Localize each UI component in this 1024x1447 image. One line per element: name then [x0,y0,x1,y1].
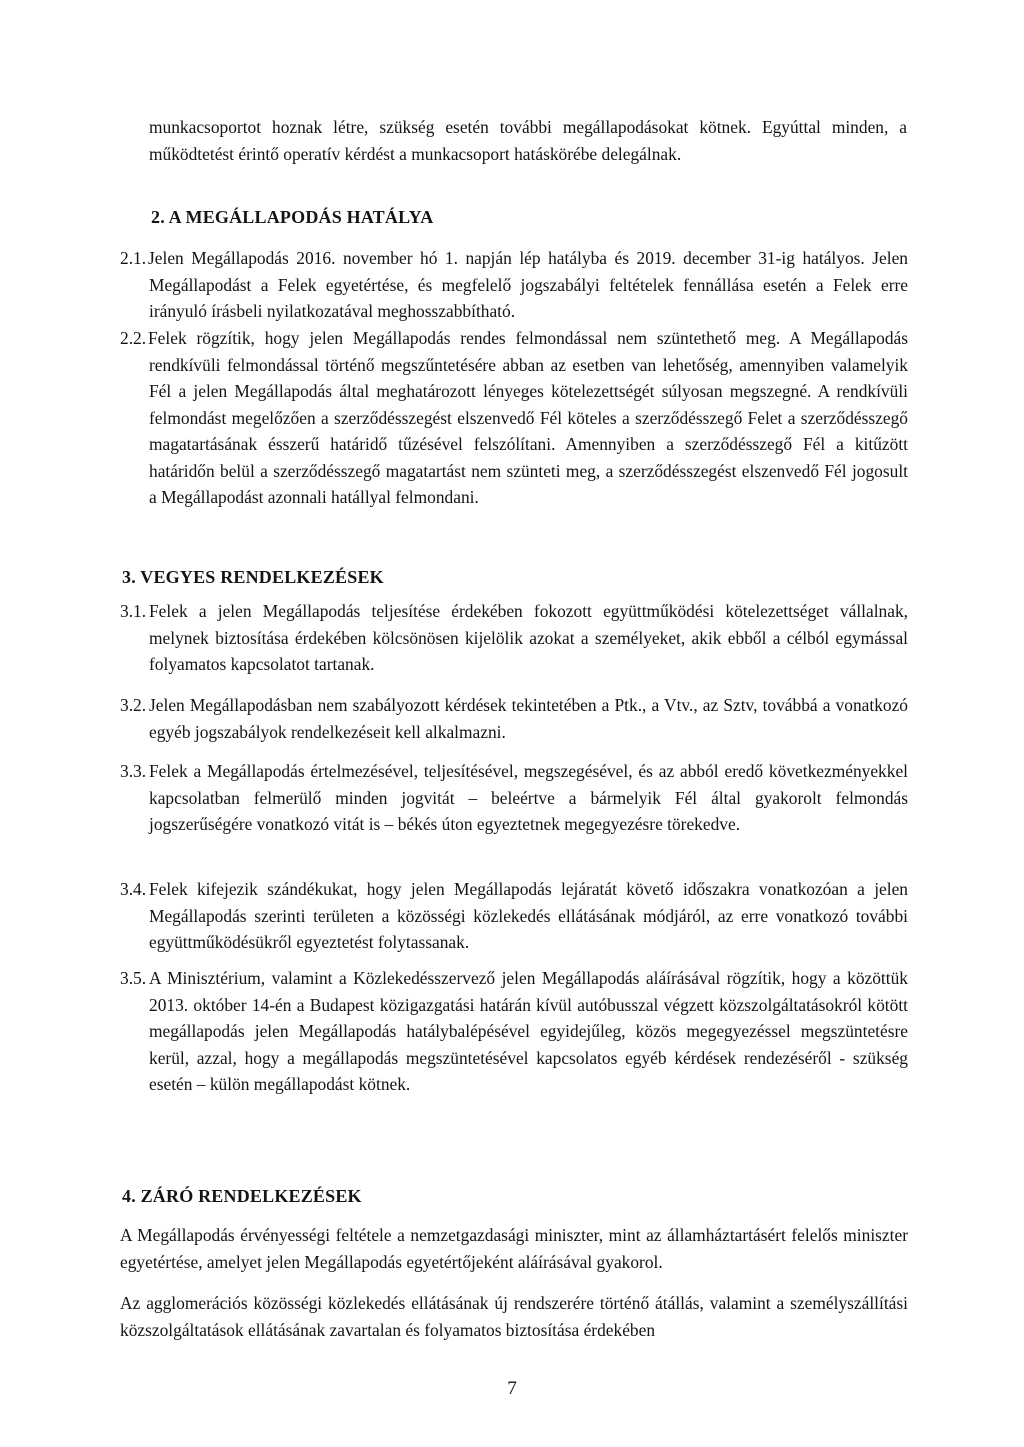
clause-number: 2.2. [120,328,147,348]
clause-3-4 [120,876,908,956]
clause-number: 3.5. [120,968,147,988]
section-2-heading: 2. A MEGÁLLAPODÁS HATÁLYA [151,207,434,227]
clause-number: 3.4. [120,879,147,899]
clause-number: 3.2. [120,695,147,715]
intro-paragraph: munkacsoportot hoznak létre, szükség esetén további megállapodásokat kötnek. Egyúttal minden, a működtetést érintő operatív kérdést a munkacsoport hatáskörébe delegálnak. [149,117,907,164]
clause-text: Jelen Megállapodás 2016. november hó 1. napján lép hatályba és 2019. december 31-ig hatályos. Jelen Megállapodást a Felek egyetértése, és megfelelő jogszabályi feltételek fennállása esetén a Felek erre irányuló írásbeli nyilatkozatával meghosszabbítható. [148,248,908,321]
clause-3-1 [120,598,908,678]
clause-text: Felek a Megállapodás értelmezésével, teljesítésével, megszegésével, és az abból eredő következményekkel kapcsolatban felmerülő minden jogvitát – beleértve a bármelyik Fél által gyakorolt felmondás jogszerűségére vonatkozó vitát is – békés úton egyeztetnek megegyezésre törekedve. [149,761,908,834]
clause-3-3 [120,758,908,838]
clause-number: 2.1. [120,248,147,268]
clause-number: 3.1. [120,601,147,621]
clause-2-1 [120,245,908,325]
clause-number: 3.3. [120,761,147,781]
page-number: 7 [507,1378,517,1399]
clause-text: Felek kifejezik szándékukat, hogy jelen Megállapodás lejáratát követő időszakra vonatkozóan a jelen Megállapodás szerinti területen a közösségi közlekedés ellátásának módjáról, az erre vonatkozó további együttműködésükről egyeztetést folytassanak. [149,879,908,952]
closing-paragraph-1: A Megállapodás érvényességi feltétele a nemzetgazdasági miniszter, mint az államháztartásért felelős miniszter egyetértése, amelyet jelen Megállapodás egyetértőjeként aláírásával gyakorol. [120,1225,908,1272]
section-3-heading: 3. VEGYES RENDELKEZÉSEK [122,567,384,587]
clause-text: A Minisztérium, valamint a Közlekedésszervező jelen Megállapodás aláírásával rögzítik, hogy a közöttük 2013. október 14-én a Budapest közigazgatási határán kívül autóbusszal végzett közszolgáltatásokról kötött megállapodás jelen Megállapodás hatálybalépésével egyidejűleg, közös megegyezéssel megszüntetésre kerül, azzal, hogy a megállapodás megszüntetésével kapcsolatos egyéb kérdések rendezéséről - szükség esetén – külön megállapodást kötnek. [149,968,908,1094]
closing-paragraph-2: Az agglomerációs közösségi közlekedés ellátásának új rendszerére történő átállás, valamint a személyszállítási közszolgáltatások ellátásának zavartalan és folyamatos biztosítása érdekében [120,1293,908,1340]
section-4-heading: 4. ZÁRÓ RENDELKEZÉSEK [122,1186,362,1206]
clause-text: Felek a jelen Megállapodás teljesítése érdekében fokozott együttműködési kötelezettséget vállalnak, melynek biztosítása érdekében kölcsönösen kijelölik azokat a személyeket, akik ebből a célból egymással folyamatos kapcsolatot tartanak. [149,601,908,674]
clause-text: Felek rögzítik, hogy jelen Megállapodás rendes felmondással nem szüntethető meg. A Megállapodás rendkívüli felmondással történő megszűntetésére abban az esetben van lehetőség, amennyiben valamelyik Fél a jelen Megállapodás által meghatározott lényeges kötelezettségét súlyosan megszegné. A rendkívüli felmondást megelőzően a szerződésszegést elszenvedő Fél köteles a szerződésszegő Felet a szerződésszegő magatartásának ésszerű határidő tűzésével felszólítani. Amennyiben a szerződésszegő Fél a kitűzött határidőn belül a szerződésszegő magatartást nem szünteti meg, a szerződésszegést elszenvedő Fél jogosult a Megállapodást azonnali hatállyal felmondani. [148,328,908,507]
clause-3-2 [120,692,908,745]
clause-2-2 [120,325,908,511]
clause-3-5 [120,965,908,1098]
clause-text: Jelen Megállapodásban nem szabályozott kérdések tekintetében a Ptk., a Vtv., az Sztv, továbbá a vonatkozó egyéb jogszabályok rendelkezéseit kell alkalmazni. [149,695,908,742]
